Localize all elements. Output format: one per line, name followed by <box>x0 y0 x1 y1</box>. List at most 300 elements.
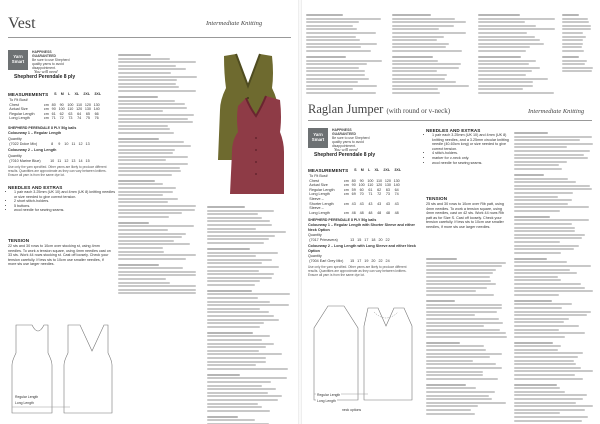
text-line <box>118 61 196 63</box>
table-cell: 3XL <box>394 168 402 172</box>
colourway-2: Colourway 2 – Long Length <box>8 148 57 152</box>
text-line <box>207 335 270 337</box>
text-line <box>207 235 275 237</box>
text-line <box>207 273 274 275</box>
previous-pattern-col-3 <box>478 10 558 95</box>
text-line <box>392 46 446 48</box>
table-cell: 14 <box>78 159 83 163</box>
table-cell: 59 <box>351 187 356 192</box>
text-line <box>118 191 173 193</box>
text-line <box>118 65 176 67</box>
text-line <box>118 225 194 227</box>
text-line <box>426 349 486 351</box>
table-cell: Regular Length <box>309 187 335 192</box>
text-line <box>207 242 264 244</box>
table-cell: 18 <box>371 238 376 242</box>
table-cell: Actual Size <box>309 183 328 188</box>
yarn-smart-badge: Yarn Smart <box>8 50 28 70</box>
text-line <box>478 85 533 87</box>
text-line <box>514 219 589 221</box>
text-line <box>426 304 502 306</box>
colourway-1: Colourway 1 – Regular Length <box>8 131 62 135</box>
text-line <box>514 300 552 302</box>
table-cell: 71 <box>51 116 56 121</box>
text-line <box>514 174 544 176</box>
table-cell: (7010 Marine Blue) <box>9 159 41 163</box>
text-line <box>392 74 447 76</box>
jumper-back-outline <box>314 306 358 400</box>
text-line <box>306 36 356 38</box>
text-line <box>207 220 270 222</box>
text-line <box>426 332 506 334</box>
text-line <box>514 405 593 407</box>
text-line <box>514 325 579 327</box>
table-cell: 11 <box>57 159 62 163</box>
table-cell: 15 <box>350 259 355 263</box>
text-line <box>118 79 177 81</box>
text-line <box>118 282 170 284</box>
text-line <box>118 72 171 74</box>
table-cell: 66 <box>94 111 99 116</box>
measurements-heading: MEASUREMENTS <box>8 92 49 97</box>
table-cell: 3XL <box>94 92 102 96</box>
text-line <box>514 192 573 194</box>
text-line <box>392 18 455 20</box>
text-line <box>306 63 367 65</box>
table-cell: 43 <box>394 201 399 206</box>
vest-photo <box>216 48 286 198</box>
text-line <box>426 409 471 411</box>
previous-pattern-col-1 <box>306 10 384 95</box>
text-line <box>306 81 358 83</box>
text-line <box>306 21 359 23</box>
table-cell: 8 <box>51 142 54 146</box>
balls-line-2: SHEPHERD PERENDALE 8 PLY 50g balls <box>308 218 377 222</box>
text-line <box>392 70 437 72</box>
text-line <box>514 367 581 369</box>
text-line <box>118 201 168 203</box>
table-cell: 43 <box>377 201 382 206</box>
text-line <box>118 121 193 123</box>
vest-back-outline <box>12 325 52 413</box>
text-line <box>207 388 276 390</box>
table-cell: 74 <box>77 116 82 121</box>
text-line <box>207 284 255 286</box>
quantity-row-2 <box>8 159 91 164</box>
table-cell: 90 <box>51 107 56 112</box>
text-line <box>118 292 196 294</box>
text-line <box>207 416 238 418</box>
text-line <box>514 394 587 396</box>
text-line <box>118 289 196 291</box>
text-line <box>118 198 178 200</box>
text-line <box>426 287 487 289</box>
text-line <box>118 110 163 112</box>
text-line <box>426 378 498 380</box>
raglan-subtitle: (with round or v-neck) <box>386 107 451 115</box>
table-cell: 62 <box>377 187 382 192</box>
text-line <box>207 392 268 394</box>
text-line <box>118 240 174 242</box>
text-line <box>118 183 163 185</box>
raglan-title: Raglan Jumper (with round or v-neck) <box>308 102 451 116</box>
table-cell: cm <box>343 201 349 206</box>
text-line <box>478 67 540 69</box>
neck-options-label: neck options <box>342 408 362 412</box>
text-line <box>514 290 593 292</box>
text-line <box>426 356 490 358</box>
previous-pattern-col-2 <box>392 10 470 95</box>
table-cell: 120 <box>76 107 83 112</box>
text-line <box>392 60 438 62</box>
table-cell: 10 <box>50 159 55 163</box>
text-line <box>514 269 570 271</box>
table-cell: 90 <box>359 178 364 183</box>
table-cell: 19 <box>364 259 369 263</box>
table-cell: 110 <box>376 178 383 183</box>
text-line <box>118 254 196 256</box>
text-line <box>426 280 491 282</box>
yarn-note-2: Use only the yarn specified. Other yarns are likely to produce different results. Quantities are approximate as they can vary between knitters. Ensure all yarn is from the same dye lot. <box>308 265 407 277</box>
text-line <box>478 39 540 41</box>
text-line <box>514 265 591 267</box>
text-line <box>514 402 576 404</box>
text-line <box>514 272 577 274</box>
table-cell: 15 <box>357 238 362 242</box>
vest-level-tag: Intermediate Knitting <box>206 20 263 27</box>
text-line <box>426 395 489 397</box>
text-line <box>426 276 490 278</box>
text-line <box>514 336 565 338</box>
text-line <box>118 167 180 169</box>
quantity-row-2-2 <box>308 259 391 264</box>
size-headers-2 <box>352 168 403 173</box>
text-line <box>306 32 376 34</box>
text-line <box>426 405 478 407</box>
text-line <box>514 398 583 400</box>
text-line <box>562 43 583 45</box>
text-line <box>514 258 547 260</box>
text-line <box>478 50 526 52</box>
text-line <box>392 81 456 83</box>
table-cell: 43 <box>359 201 364 206</box>
table-cell: 10 <box>64 142 69 146</box>
text-line <box>514 420 582 422</box>
text-line <box>426 384 466 386</box>
table-cell: 69 <box>351 192 356 197</box>
text-line <box>514 234 585 236</box>
table-cell: 13 <box>71 159 76 163</box>
pattern-column-4 <box>514 128 594 424</box>
text-line <box>514 241 560 243</box>
text-line <box>207 255 256 257</box>
text-line <box>207 361 266 363</box>
text-line <box>207 406 262 408</box>
text-line <box>392 21 466 23</box>
text-line <box>514 248 574 250</box>
text-line <box>514 363 576 365</box>
text-line <box>207 322 264 324</box>
text-line <box>118 141 184 143</box>
table-cell: To Fit Bust/ <box>309 174 328 178</box>
text-line <box>392 78 445 80</box>
table-cell: 46 <box>351 210 356 215</box>
text-line <box>207 280 260 282</box>
table-cell: Chest <box>309 178 319 183</box>
table-cell: 61 <box>368 187 373 192</box>
text-line <box>118 118 188 120</box>
text-line <box>118 209 195 211</box>
table-cell: 72 <box>377 192 382 197</box>
text-line <box>514 150 590 152</box>
table-cell: 140 <box>393 183 400 188</box>
text-line <box>207 210 274 212</box>
text-line <box>207 346 266 348</box>
table-cell: Regular Length <box>9 111 35 116</box>
table-cell: cm <box>43 116 49 121</box>
list-item: • wool needle for sewing seams. <box>432 161 514 166</box>
text-line <box>562 28 591 30</box>
text-line <box>207 259 272 261</box>
colourway-2-2: Colourway 2 – Long Length with Long Sleeve and either Neck Option <box>308 244 416 253</box>
text-line <box>118 114 194 116</box>
text-line <box>207 343 274 345</box>
text-line <box>118 100 175 102</box>
text-line <box>118 216 169 218</box>
text-line <box>207 315 274 317</box>
text-line <box>514 132 548 134</box>
text-line <box>118 264 159 266</box>
table-cell: 110 <box>76 102 83 107</box>
text-line <box>118 163 188 165</box>
text-line <box>118 83 176 85</box>
text-line <box>392 56 433 58</box>
text-line <box>118 152 173 154</box>
text-line <box>514 203 568 205</box>
text-line <box>478 88 523 90</box>
text-line <box>207 224 272 226</box>
text-line <box>514 245 579 247</box>
text-line <box>118 107 187 109</box>
text-line <box>207 266 279 268</box>
text-line <box>118 285 196 287</box>
text-line <box>514 387 560 389</box>
text-line <box>118 236 182 238</box>
quantity-row-1 <box>8 142 91 147</box>
text-line <box>478 81 533 83</box>
table-cell: 64 <box>77 111 82 116</box>
colourway-1-2: Colourway 1 – Regular Length with Shorter Sleeve and either Neck Option <box>308 223 415 232</box>
text-line <box>514 409 585 411</box>
text-line <box>207 350 259 352</box>
text-line <box>478 92 554 94</box>
text-line <box>514 161 567 163</box>
table-cell: 80 <box>351 178 356 183</box>
table-cell: 120 <box>376 183 383 188</box>
text-line <box>207 293 290 295</box>
text-line <box>118 54 151 56</box>
tension-heading-2: TENSION <box>426 196 448 201</box>
text-line <box>426 272 493 274</box>
text-line <box>426 294 494 296</box>
table-cell: 71 <box>368 192 373 197</box>
text-line <box>514 206 589 208</box>
text-line <box>514 321 564 323</box>
table-cell: 24 <box>385 259 390 263</box>
text-line <box>118 145 191 147</box>
text-line <box>392 28 439 30</box>
text-line <box>514 237 582 239</box>
text-line <box>514 374 575 376</box>
text-line <box>118 125 168 127</box>
measurements-heading-2: MEASUREMENTS <box>308 168 349 173</box>
table-cell: 15 <box>85 159 90 163</box>
text-line <box>207 277 272 279</box>
table-cell: 63 <box>385 187 390 192</box>
raglan-title-rule <box>308 120 592 121</box>
text-line <box>478 18 555 20</box>
quantity-label-2: Quantity <box>8 154 22 158</box>
text-line <box>306 43 377 45</box>
text-line <box>426 322 503 324</box>
table-cell: S <box>354 168 357 172</box>
table-cell: 140 <box>93 107 100 112</box>
table-cell: cm <box>343 183 349 188</box>
size-headers <box>52 92 103 97</box>
tension-heading: TENSION <box>8 238 30 243</box>
text-line <box>514 227 575 229</box>
table-cell: cm <box>343 187 349 192</box>
text-line <box>426 325 484 327</box>
text-line <box>306 39 360 41</box>
table-cell: 110 <box>67 107 74 112</box>
text-line <box>207 308 260 310</box>
text-line <box>118 174 172 176</box>
text-line <box>426 342 460 344</box>
yarn-name: Shepherd Perendale 8 ply <box>14 74 76 80</box>
text-line <box>118 243 190 245</box>
table-cell: 62 <box>59 111 64 116</box>
table-cell: 75 <box>85 116 90 121</box>
text-line <box>207 410 270 412</box>
text-line <box>207 326 260 328</box>
happiness-guarantee: HAPPINESS GUARANTEED Be sure to use Shepherd quality yarns to avoid disappointment. <box>32 50 70 70</box>
text-line <box>392 85 469 87</box>
you-will-need: You will need <box>34 69 58 74</box>
text-line <box>207 311 269 313</box>
text-line <box>514 352 583 354</box>
text-line <box>392 43 449 45</box>
table-cell: 13 <box>85 142 90 146</box>
text-line <box>118 212 182 214</box>
table-cell: XL <box>374 168 380 172</box>
text-line <box>207 399 278 401</box>
text-line <box>478 46 530 48</box>
text-line <box>118 222 149 224</box>
table-cell: 74 <box>394 192 399 197</box>
needles-heading-2: NEEDLES AND EXTRAS <box>426 128 481 133</box>
table-cell: M <box>360 168 364 172</box>
table-cell: 2XL <box>83 92 91 96</box>
table-cell: 120 <box>384 178 391 183</box>
text-line <box>118 132 174 134</box>
measurements-table <box>8 98 101 121</box>
table-cell: cm <box>43 111 49 116</box>
table-cell: 70 <box>359 192 364 197</box>
text-line <box>478 21 525 23</box>
vest-title: Vest <box>8 15 36 32</box>
text-line <box>207 217 262 219</box>
regular-length-label-2: Regular Length <box>317 393 341 397</box>
vest-front-outline <box>64 325 112 413</box>
text-line <box>514 279 561 281</box>
table-cell: (7017 Primavera) <box>309 238 338 242</box>
table-cell: L <box>68 92 71 96</box>
table-cell: 43 <box>351 201 356 206</box>
text-line <box>514 391 565 393</box>
text-line <box>426 318 499 320</box>
text-line <box>478 25 536 27</box>
text-line <box>118 278 166 280</box>
text-line <box>514 188 592 190</box>
text-line <box>392 39 437 41</box>
text-line <box>118 258 186 260</box>
table-cell: 110 <box>367 183 374 188</box>
table-cell: 100 <box>367 178 374 183</box>
text-line <box>514 307 562 309</box>
needles-list <box>8 190 118 213</box>
table-cell: 48 <box>394 210 399 215</box>
list-item: • 1 pair each 3.25mm (UK 10) and 4mm (UK 8) knitting needles, and a 3.25mm circular knitting needle (40-60cm long) or size needed to give correct tension. <box>432 133 514 151</box>
text-line <box>514 157 588 159</box>
table-cell: 64 <box>394 187 399 192</box>
quantity-label-1: Quantity <box>8 137 22 141</box>
text-line <box>514 185 590 187</box>
text-line <box>478 43 544 45</box>
text-line <box>306 28 357 30</box>
text-line <box>514 216 550 218</box>
text-line <box>514 287 585 289</box>
text-line <box>306 67 359 69</box>
text-line <box>207 231 286 233</box>
text-line <box>514 276 558 278</box>
text-line <box>562 18 588 20</box>
text-line <box>514 230 575 232</box>
table-cell: 120 <box>84 102 91 107</box>
text-line <box>207 385 262 387</box>
table-cell: Actual Size <box>9 107 28 112</box>
table-cell: 73 <box>385 192 390 197</box>
text-line <box>426 363 496 365</box>
text-line <box>118 271 196 273</box>
happiness-guarantee-2: HAPPINESS GUARANTEED Be sure to use Shepherd quality yarns to avoid disappointment. <box>332 128 370 148</box>
text-line <box>306 46 361 48</box>
text-line <box>514 384 557 386</box>
text-line <box>514 294 559 296</box>
text-line <box>306 25 353 27</box>
table-cell: 65 <box>85 111 90 116</box>
text-line <box>514 146 567 148</box>
text-line <box>207 319 279 321</box>
jumper-front-outline <box>364 308 412 400</box>
text-line <box>514 168 562 170</box>
text-line <box>514 360 574 362</box>
text-line <box>392 63 461 65</box>
text-line <box>426 402 506 404</box>
title-rule <box>8 37 291 38</box>
table-cell: L <box>368 168 371 172</box>
table-cell: cm <box>43 102 49 107</box>
